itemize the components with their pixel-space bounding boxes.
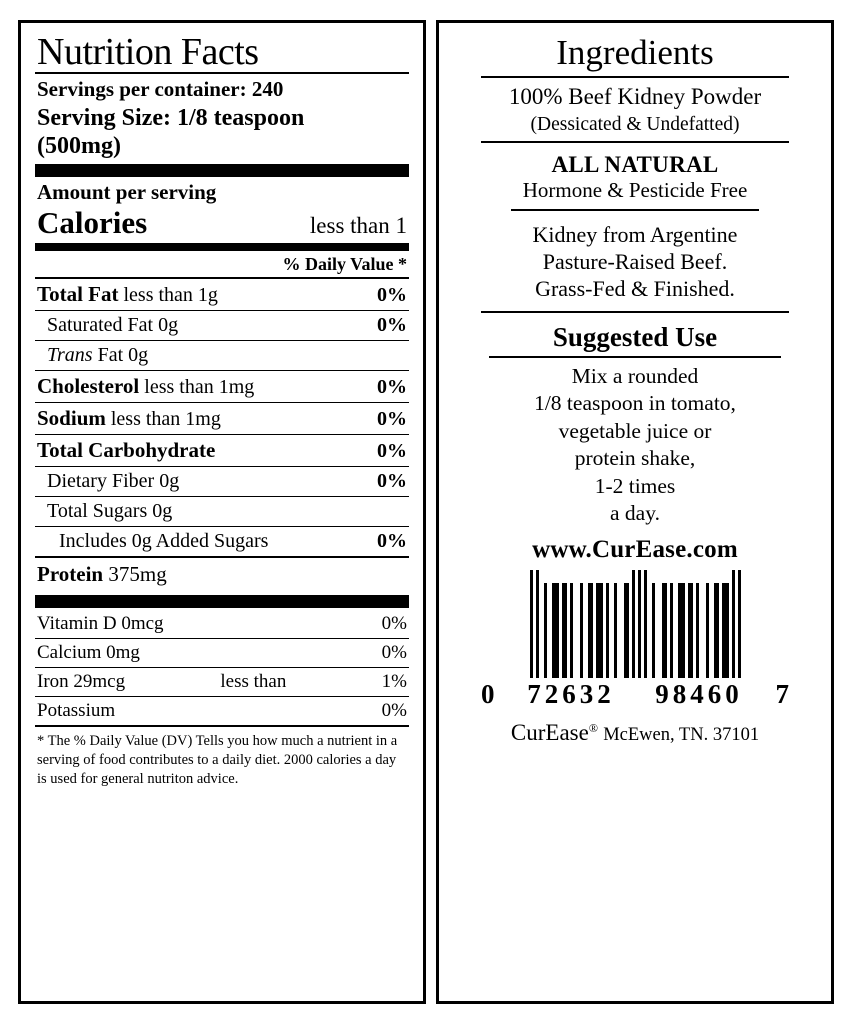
nutrient-pct: 0%: [377, 530, 407, 553]
amount-per-serving: Amount per serving: [37, 179, 217, 204]
nutrient-pct: 0%: [377, 284, 407, 307]
divider: [481, 311, 789, 313]
thick-divider: [35, 595, 409, 608]
barcode-bars: [530, 570, 741, 678]
barcode-digits: [453, 678, 817, 710]
divider: [489, 356, 781, 358]
suggested-use-line: a day.: [610, 501, 660, 526]
micronutrient-label: Calcium 0mg: [37, 642, 140, 664]
nutrient-label: Sodium: [37, 406, 106, 431]
nutrient-amount: less than 1mg: [144, 376, 255, 399]
nutrient-row: [35, 527, 409, 556]
source-line: Pasture-Raised Beef.: [542, 249, 728, 275]
micronutrient-row: [35, 639, 409, 667]
barcode-digit-group-1: 72632: [527, 678, 615, 709]
divider: [481, 76, 789, 78]
brand-address: [453, 710, 817, 746]
nutrient-label: Total Fat: [37, 282, 119, 307]
ingredients-sub: (Dessicated & Undefatted): [530, 114, 740, 136]
address-text: McEwen, TN. 37101: [603, 724, 760, 745]
calories-value: less than 1: [309, 212, 407, 238]
serving-size: Serving Size: 1/8 teaspoon: [37, 104, 305, 131]
protein-value: 375mg: [108, 562, 167, 587]
ingredients-title: Ingredients: [556, 33, 714, 72]
nutrient-pct: 0%: [377, 470, 407, 493]
divider: [511, 209, 759, 211]
suggested-use-line: 1-2 times: [594, 473, 676, 498]
nutrient-amount: less than 1g: [123, 284, 218, 307]
micronutrient-pct: 0%: [381, 642, 407, 664]
daily-value-header: % Daily Value *: [282, 254, 407, 275]
nutrient-pct: 0%: [377, 376, 407, 399]
ingredients-main: 100% Beef Kidney Powder: [508, 83, 762, 109]
nutrient-label: Trans: [47, 344, 93, 367]
protein-row: [35, 558, 409, 591]
ingredients-panel: [436, 20, 834, 1004]
micronutrient-qualifier: less than: [220, 671, 287, 693]
micronutrient-pct: 0%: [381, 613, 407, 635]
calories-row: [35, 204, 409, 241]
nutrition-facts-panel: [18, 20, 426, 1004]
nutrient-label: Total Carbohydrate: [37, 438, 216, 463]
micronutrient-pct: 1%: [381, 671, 407, 693]
hormone-free-claim: Hormone & Pesticide Free: [522, 177, 748, 202]
all-natural-claim: ALL NATURAL: [551, 151, 719, 177]
nutrient-pct: 0%: [377, 440, 407, 463]
brand-name: CurEase: [510, 719, 589, 745]
nutrient-pct: 0%: [377, 314, 407, 337]
micronutrient-pct: 0%: [381, 700, 407, 722]
nutrient-amount: Fat 0g: [97, 344, 149, 367]
nutrient-label: Dietary Fiber 0g: [47, 470, 180, 493]
micronutrient-label: Vitamin D 0mcg: [37, 613, 164, 635]
nutrition-facts-title: Nutrition Facts: [37, 31, 259, 73]
nutrient-row: [35, 403, 409, 434]
daily-value-footnote: * The % Daily Value (DV) Tells you how much a nutrient in a serving of food contributes to a daily diet. 2000 calories a day is used for general nutriton advice.: [37, 733, 398, 788]
nutrient-label: Saturated Fat 0g: [47, 314, 179, 337]
website-url[interactable]: www.CurEase.com: [532, 535, 738, 563]
micronutrient-row: [35, 610, 409, 638]
micronutrient-row: [35, 668, 409, 696]
nutrient-label: Cholesterol: [37, 374, 140, 399]
micronutrient-label: Potassium: [37, 700, 116, 722]
source-line: Grass-Fed & Finished.: [535, 276, 735, 302]
suggested-use-line: Mix a rounded: [571, 363, 699, 388]
nutrient-row: [35, 311, 409, 340]
nutrient-row: [35, 341, 409, 370]
nutrient-label: Includes 0g Added Sugars: [59, 530, 269, 553]
micronutrient-label: Iron 29mcg: [37, 671, 126, 693]
nutrient-row: [35, 467, 409, 496]
mid-divider: [35, 243, 409, 251]
source-line: Kidney from Argentine: [532, 221, 738, 247]
barcode-digit-left: 0: [481, 678, 495, 709]
divider: [481, 141, 789, 143]
servings-per-container: Servings per container: 240: [37, 76, 284, 101]
nutrient-amount: less than 1mg: [110, 408, 221, 431]
suggested-use-line: protein shake,: [574, 446, 696, 471]
nutrient-row: [35, 279, 409, 310]
protein-label: Protein: [37, 562, 104, 587]
suggested-use-line: 1/8 teaspoon in tomato,: [534, 391, 736, 416]
nutrient-label: Total Sugars 0g: [47, 500, 173, 523]
suggested-use-title: Suggested Use: [552, 321, 718, 352]
nutrient-row: [35, 435, 409, 466]
calories-label: Calories: [37, 204, 148, 240]
suggested-use-line: vegetable juice or: [558, 418, 712, 443]
serving-size-weight: (500mg): [37, 132, 121, 159]
barcode: [453, 564, 817, 678]
barcode-digit-group-2: 98460: [655, 678, 743, 709]
micronutrient-row: [35, 697, 409, 725]
nutrient-pct: 0%: [377, 408, 407, 431]
nutrient-row: [35, 371, 409, 402]
nutrient-row: [35, 497, 409, 526]
thick-divider: [35, 164, 409, 177]
registered-mark: ®: [588, 720, 598, 735]
barcode-digit-right: 7: [775, 678, 789, 709]
